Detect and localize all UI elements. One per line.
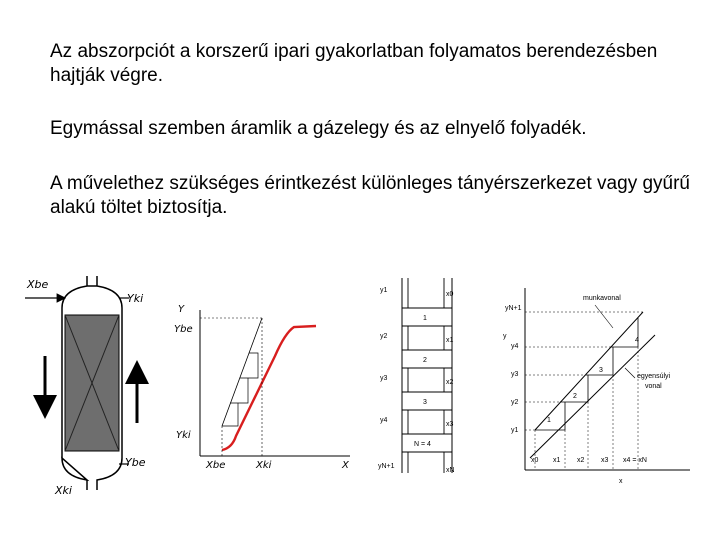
stage-box-3 — [402, 392, 452, 410]
mc-equilibrium-label-1: egyensúlyi — [637, 373, 671, 380]
tray-left-label-0: y1 — [380, 287, 388, 294]
mc-axis-y: y — [503, 333, 507, 340]
tray-right-label-4: xN — [446, 467, 455, 474]
mc-stage-1: 1 — [547, 417, 551, 424]
mc-stage-4: 4 — [635, 337, 639, 344]
stage-label-3: 3 — [423, 399, 427, 406]
label-y-be: Ybe — [125, 456, 146, 469]
equilibrium-line — [530, 335, 655, 458]
tray-column-figure — [378, 268, 470, 486]
mc-x-label-3: x3 — [601, 457, 609, 464]
mc-y-label-2: y3 — [511, 371, 519, 378]
tray-right-label-3: x3 — [446, 421, 454, 428]
label-y-be-eq: Ybe — [174, 324, 193, 335]
absorption-column-figure — [25, 268, 175, 508]
tray-left-label-1: y2 — [380, 333, 388, 340]
tray-left-label-4: yN+1 — [378, 463, 395, 470]
mc-equilibrium-label-2: vonal — [645, 383, 662, 390]
stage-construction-diagram — [495, 280, 695, 490]
paragraph-contact-structure: A művelethez szükséges érintkezést különleges tányérszerkezet vagy gyűrű alakú töltet biztosítja. — [50, 173, 690, 218]
label-x-ki: Xki — [55, 484, 72, 497]
paragraph-continuous-equipment: Az abszorpciót a korszerű ipari gyakorlatban folyamatos berendezésben hajtják végre. — [50, 41, 658, 86]
mc-y-label-1: y4 — [511, 343, 519, 350]
tray-left-label-2: y3 — [380, 375, 388, 382]
mc-y-label-3: y2 — [511, 399, 519, 406]
label-y-ki: Yki — [127, 292, 144, 305]
axis-label-y: Y — [178, 304, 185, 315]
mc-stage-3: 3 — [599, 367, 603, 374]
stage-label-1: 1 — [423, 315, 427, 322]
mc-x-label-4: x4 = xN — [623, 457, 647, 464]
equilibrium-diagram — [170, 298, 360, 473]
tray-right-label-0: x0 — [446, 291, 454, 298]
tray-right-label-1: x1 — [446, 337, 454, 344]
mc-axis-x: x — [619, 478, 623, 485]
operating-line — [222, 318, 262, 426]
paragraph-countercurrent-flow: Egymással szemben áramlik a gázelegy és az elnyelő folyadék. — [50, 118, 587, 139]
operating-line-2 — [535, 312, 643, 430]
mc-x-label-1: x1 — [553, 457, 561, 464]
label-x-be: Xbe — [27, 278, 49, 291]
stage-box-2 — [402, 350, 452, 368]
axis-label-x: X — [342, 460, 349, 471]
stage-box-1 — [402, 308, 452, 326]
mc-y-label-4: y1 — [511, 427, 519, 434]
mc-x-label-2: x2 — [577, 457, 585, 464]
tray-left-label-3: y4 — [380, 417, 388, 424]
mc-stage-2: 2 — [573, 393, 577, 400]
stage-label-2: 2 — [423, 357, 427, 364]
mc-y-label-0: yN+1 — [505, 305, 522, 312]
mc-operating-line-label: munkavonal — [583, 295, 621, 302]
label-x-be-eq: Xbe — [206, 460, 226, 471]
mc-x-label-0: x0 — [531, 457, 539, 464]
stage-label-4: N = 4 — [414, 441, 431, 448]
label-x-ki-eq: Xki — [256, 460, 272, 471]
tray-right-label-2: x2 — [446, 379, 454, 386]
label-y-ki-eq: Yki — [176, 430, 191, 441]
